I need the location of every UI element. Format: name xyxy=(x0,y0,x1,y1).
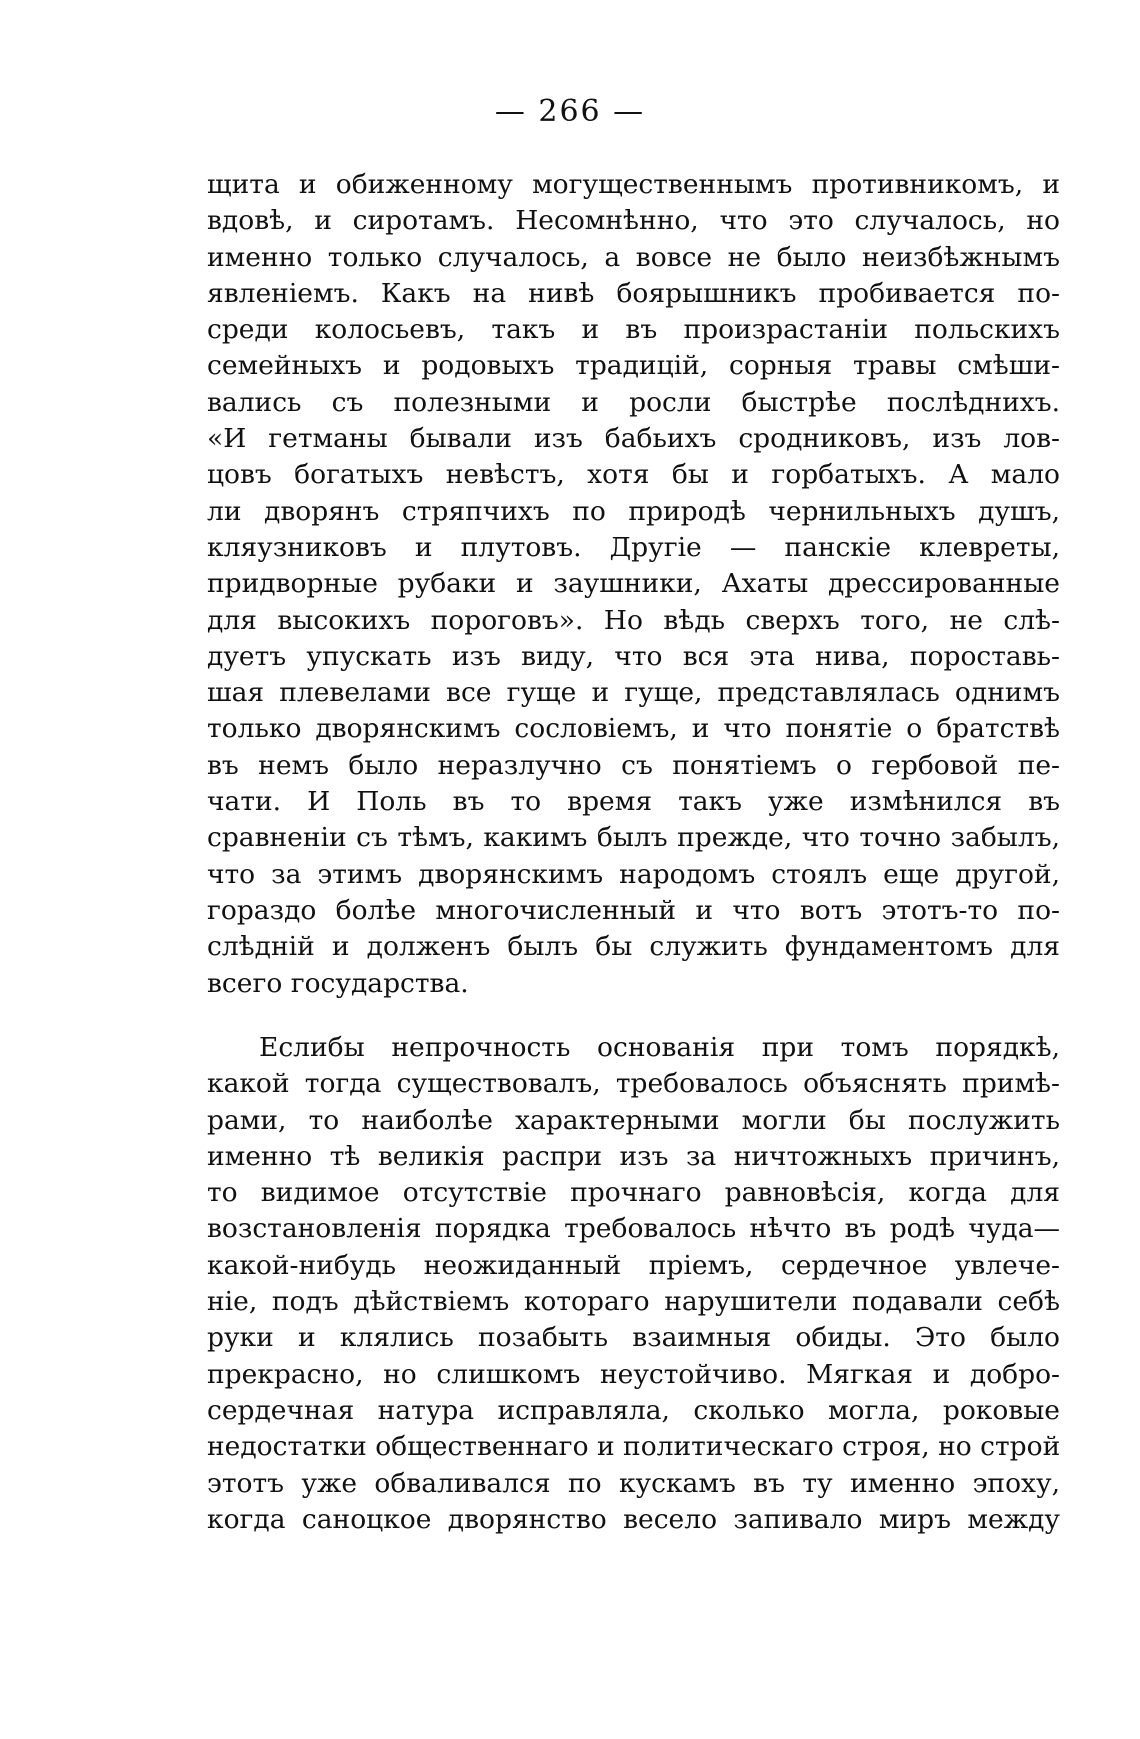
text-line: явленіемъ. Какъ на нивѣ боярышникъ пробивается по- xyxy=(207,277,1060,309)
paragraph-2 xyxy=(207,1030,1060,1538)
text-line: въ немъ было неразлучно съ понятіемъ о гербовой пе- xyxy=(207,749,1060,781)
text-line: ли дворянъ стряпчихъ по природѣ чернильныхъ душъ, xyxy=(207,495,1060,527)
text-line: когда саноцкое дворянство весело запивало миръ между xyxy=(207,1503,1060,1535)
text-line: этотъ уже обваливался по кускамъ въ ту именно эпоху, xyxy=(207,1467,1060,1499)
text-line: семейныхъ и родовыхъ традицій, сорныя травы смѣши- xyxy=(207,350,1060,382)
text-line: какой-нибудь неожиданный пріемъ, сердечное увлече- xyxy=(207,1249,1060,1281)
text-line: слѣдній и долженъ былъ бы служить фундаментомъ для xyxy=(207,931,1060,963)
text-line: прекрасно, но слишкомъ неустойчиво. Мягкая и добро- xyxy=(207,1358,1060,1390)
text-line: кляузниковъ и плутовъ. Другіе — панскіе клевреты, xyxy=(207,531,1060,563)
text-line: для высокихъ пороговъ». Но вѣдь сверхъ того, не слѣ- xyxy=(207,604,1060,636)
text-line: именно только случалось, а вовсе не было неизбѣжнымъ xyxy=(207,241,1060,273)
page-number: — 266 — xyxy=(494,94,646,129)
text-line: среди колосьевъ, такъ и въ произрастаніи польскихъ xyxy=(207,314,1060,346)
text-line: недостатки общественнаго и политическаго строя, но строй xyxy=(207,1431,1060,1463)
text-line: вались съ полезными и росли быстрѣе послѣднихъ. xyxy=(207,386,1060,418)
text-line: всего государства. xyxy=(207,967,469,999)
text-line: рами, то наиболѣе характерными могли бы послужить xyxy=(207,1104,1060,1136)
text-line: возстановленія порядка требовалось нѣчто въ родѣ чуда— xyxy=(207,1213,1060,1245)
text-line: сравненіи съ тѣмъ, какимъ былъ прежде, что точно забылъ, xyxy=(207,822,1060,854)
text-line: именно тѣ великія распри изъ за ничтожныхъ причинъ, xyxy=(207,1140,1060,1172)
text-line: вдовѣ, и сиротамъ. Несомнѣнно, что это случалось, но xyxy=(207,205,1060,237)
text-line: гораздо болѣе многочисленный и что вотъ этотъ-то по- xyxy=(207,894,1060,926)
text-line: Еслибы непрочность основанія при томъ порядкѣ, xyxy=(259,1032,1060,1063)
text-line: ніе, подъ дѣйствіемъ котораго нарушители подавали себѣ xyxy=(207,1286,1060,1318)
text-line: шая плевелами все гуще и гуще, представлялась однимъ xyxy=(207,677,1060,709)
text-line: «И гетманы бывали изъ бабьихъ сродниковъ, изъ лов- xyxy=(207,423,1060,455)
text-line: щита и обиженному могущественнымъ противникомъ, и xyxy=(207,169,1060,200)
text-line: что за этимъ дворянскимъ народомъ стоялъ еще другой, xyxy=(207,858,1060,890)
text-line: цовъ богатыхъ невѣстъ, хотя бы и горбатыхъ. А мало xyxy=(207,459,1060,491)
text-line: только дворянскимъ сословіемъ, и что понятіе о братствѣ xyxy=(207,713,1060,745)
text-line: руки и клялись позабыть взаимныя обиды. Это было xyxy=(207,1322,1060,1354)
paragraph-1 xyxy=(207,167,1060,1002)
text-line: придворные рубаки и заушники, Ахаты дрессированные xyxy=(207,568,1060,600)
text-line: то видимое отсутствіе прочнаго равновѣсія, когда для xyxy=(207,1177,1060,1209)
text-line: какой тогда существовалъ, требовалось объяснять примѣ- xyxy=(207,1068,1060,1100)
text-line: сердечная натура исправляла, сколько могла, роковые xyxy=(207,1394,1060,1426)
text-line: чати. И Поль въ то время такъ уже измѣнился въ xyxy=(207,786,1060,818)
text-line: дуетъ упускать изъ виду, что вся эта нива, пороставь- xyxy=(207,640,1060,672)
